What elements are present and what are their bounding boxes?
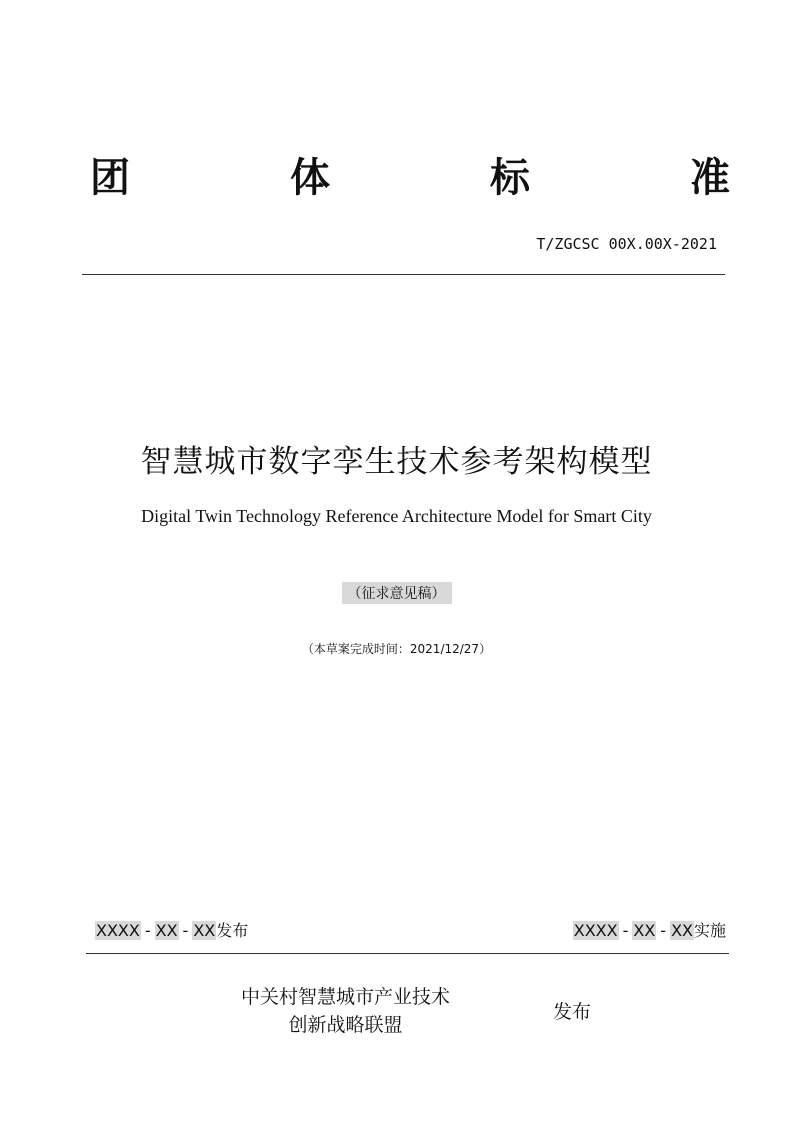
publish-sep-1: -	[144, 921, 151, 940]
title-char-4: 准	[690, 155, 730, 201]
top-divider	[82, 274, 725, 275]
title-char-1: 团	[90, 155, 130, 201]
org-line-2: 创新战略联盟	[288, 1014, 403, 1036]
implement-suffix: 实施	[693, 921, 726, 940]
implement-date	[573, 920, 726, 942]
completion-date: （本草案完成时间：2021/12/27）	[301, 642, 492, 656]
document-title-en: Digital Twin Technology Reference Architecture Model for Smart City	[141, 506, 652, 526]
draft-label: （征求意见稿）	[342, 582, 452, 604]
publish-suffix: 发布	[216, 921, 249, 940]
publish-month: XX	[155, 921, 178, 940]
standard-type-title	[90, 148, 730, 208]
implement-year: XXXX	[573, 921, 618, 940]
publish-sep-2: -	[182, 921, 189, 940]
standard-number: T/ZGCSC 00X.00X-2021	[536, 235, 717, 253]
org-line-1: 中关村智慧城市产业技术	[240, 986, 450, 1008]
implement-sep-2: -	[660, 921, 667, 940]
implement-month: XX	[633, 921, 656, 940]
bottom-divider	[86, 953, 729, 954]
implement-sep-1: -	[622, 921, 629, 940]
title-char-2: 体	[290, 155, 330, 201]
publish-date	[95, 920, 248, 942]
draft-label-wrapper	[0, 582, 793, 604]
publish-day: XX	[193, 921, 216, 940]
issuing-organization	[218, 983, 473, 1039]
implement-day: XX	[671, 921, 693, 940]
document-title-zh: 智慧城市数字孪生技术参考架构模型	[140, 444, 653, 480]
publish-year: XXXX	[96, 921, 140, 940]
title-char-3: 标	[490, 155, 530, 201]
issue-label: 发布	[553, 1001, 592, 1023]
